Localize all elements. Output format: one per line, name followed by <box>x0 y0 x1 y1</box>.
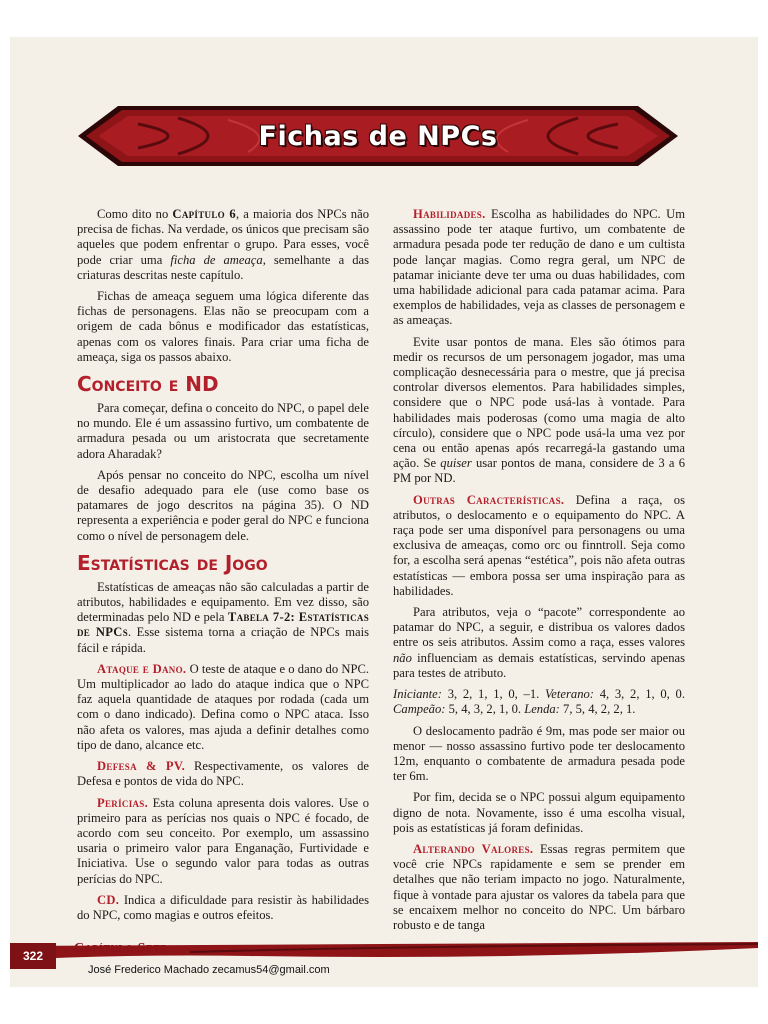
right-column <box>393 207 685 939</box>
paragraph: Como dito no Capítulo 6, a maioria dos NPCs não precisa de fichas. Na verdade, os únicos que precisam são aqueles que podem enfrentar o grupo. Para esses, você pode criar uma ficha de ameaça, semelhante a das criaturas descritas neste capítulo. <box>77 207 369 282</box>
paragraph: Após pensar no conceito do NPC, escolha um nível de desafio adequado para ele (use como base os patamares de jogo descritos na página 35). O ND representa a experiência e poder geral do NPC e funciona como o nível de personagem dele. <box>77 467 369 543</box>
paragraph: Para atributos, veja o “pacote” correspondente ao patamar do NPC, a seguir, e distribua os valores dados entre os seis atributos. Assim como a raça, esses valores não influenciam as demais estatísticas, servindo apenas para testes de atributo. <box>393 605 685 680</box>
paragraph-habilidades: Habilidades. Escolha as habilidades do NPC. Um assassino pode ter ataque furtivo, um combatente de armadura pesada pode ter redução de dano e um cultista pode lançar magias. Como regra geral, um NPC de patamar iniciante deve ter uma ou duas habilidades, com uma habilidade adicional para cada patamar acima. Para exemplos de habilidades, veja as classes de personagem e as ameaças. <box>393 207 685 328</box>
paragraph-outras: Outras Características. Defina a raça, os atributos, o deslocamento e o equipamento do NPC. A raça pode ser uma disponível para personagens ou uma exclusiva de ameaças, como orc ou finntroll. Seja como for, a escolha será apenas “estética”, pois não afeta outras estatísticas — embora possa ser uma inspiração para as habilidades. <box>393 492 685 598</box>
paragraph: Para começar, defina o conceito do NPC, o papel dele no mundo. Ele é um assassino furtivo, um combatente de armadura pesada ou um aristocrata que secretamente adora Aharadak? <box>77 401 369 461</box>
section-heading-conceito: Conceito e ND <box>77 372 219 397</box>
paragraph-pericias: Perícias. Esta coluna apresenta dois valores. Use o primeiro para as perícias nos quais o NPC é focado, de acordo com seu conceito. Por exemplo, um assassino usaria o primeiro valor para Enganação, Furtividade e Iniciativa. Use o segundo valor para todas as outras perícias do NPC. <box>77 795 369 886</box>
chapter-title: Fichas de NPCs <box>258 120 498 152</box>
paragraph: Fichas de ameaça seguem uma lógica diferente das fichas de personagens. Elas não se preocupam com a origem de cada bônus e modificador das estatísticas, apenas com os valores finais. Para criar uma ficha de ameaça, siga os passos abaixo. <box>77 289 369 364</box>
paragraph-defesa: Defesa & PV. Respectivamente, os valores de Defesa e pontos de vida do NPC. <box>77 759 370 789</box>
left-column <box>77 207 369 929</box>
paragraph: Evite usar pontos de mana. Eles são ótimos para medir os recursos de um personagem jogador, mas uma complicação desnecessária para o mestre, que já precisa controlar diversos elementos. Para habilidades simples, considere que o NPC pode usá-las à vontade. Para habilidades mais poderosas (como uma magia de alto círculo), considere que o NPC pode usá-la uma vez por cena ou então apenas após recarregá-la gastando uma ação. Se quiser usar pontos de mana, considere de 3 a 6 PM por ND. <box>393 334 685 486</box>
attribute-packages: Iniciante: 3, 2, 1, 1, 0, –1. Veterano: 4, 3, 2, 1, 0, 0. Campeão: 5, 4, 3, 2, 1, 0. Lenda: 7, 5, 4, 2, 2, 1. <box>393 687 686 717</box>
paragraph: Por fim, decida se o NPC possui algum equipamento digno de nota. Novamente, isso é uma escolha visual, pois as estatísticas já foram definidas. <box>393 790 685 835</box>
section-heading-estatisticas: Estatísticas de Jogo <box>77 550 268 575</box>
chapter-banner <box>78 104 678 168</box>
paragraph-alterando: Alterando Valores. Essas regras permitem que você crie NPCs rapidamente e sem se prender em detalhes que não teriam impacto no jogo. Naturalmente, fique à vontade para ajustar os valores da tabela para que se encaixem melhor no conceito do NPC. Um bárbaro robusto e de tanga <box>393 841 685 932</box>
paragraph: O deslocamento padrão é 9m, mas pode ser maior ou menor — nosso assassino furtivo pode ter deslocamento 12m, enquanto o combatente de armadura pesada pode ter 6m. <box>393 723 685 784</box>
footer-chapter: Capítulo Sete <box>74 941 168 956</box>
footer-credit: José Frederico Machado zecamus54@gmail.com <box>88 964 330 976</box>
paragraph: Estatísticas de ameaças não são calculadas a partir de atributos, habilidades e equipamento. Em vez disso, são determinadas pelo ND e pela Tabela 7-2: Estatísticas de NPCs. Esse sistema torna a criação de NPCs mais fácil e rápida. <box>77 579 370 655</box>
page-number: 322 <box>10 943 56 969</box>
book-page <box>10 37 758 987</box>
paragraph-cd: CD. Indica a dificuldade para resistir às habilidades do NPC, como magias e outros efeitos. <box>77 892 369 922</box>
paragraph-ataque: Ataque e Dano. O teste de ataque e o dano do NPC. Um multiplicador ao lado do ataque indica que o NPC faz aquela quantidade de ataques por rodada (cada um com o dano indicado). Defina como o NPC ataca. Isso não afeta os valores, mas ajuda a definir detalhes como tipo de dano, alcance etc. <box>77 661 369 752</box>
